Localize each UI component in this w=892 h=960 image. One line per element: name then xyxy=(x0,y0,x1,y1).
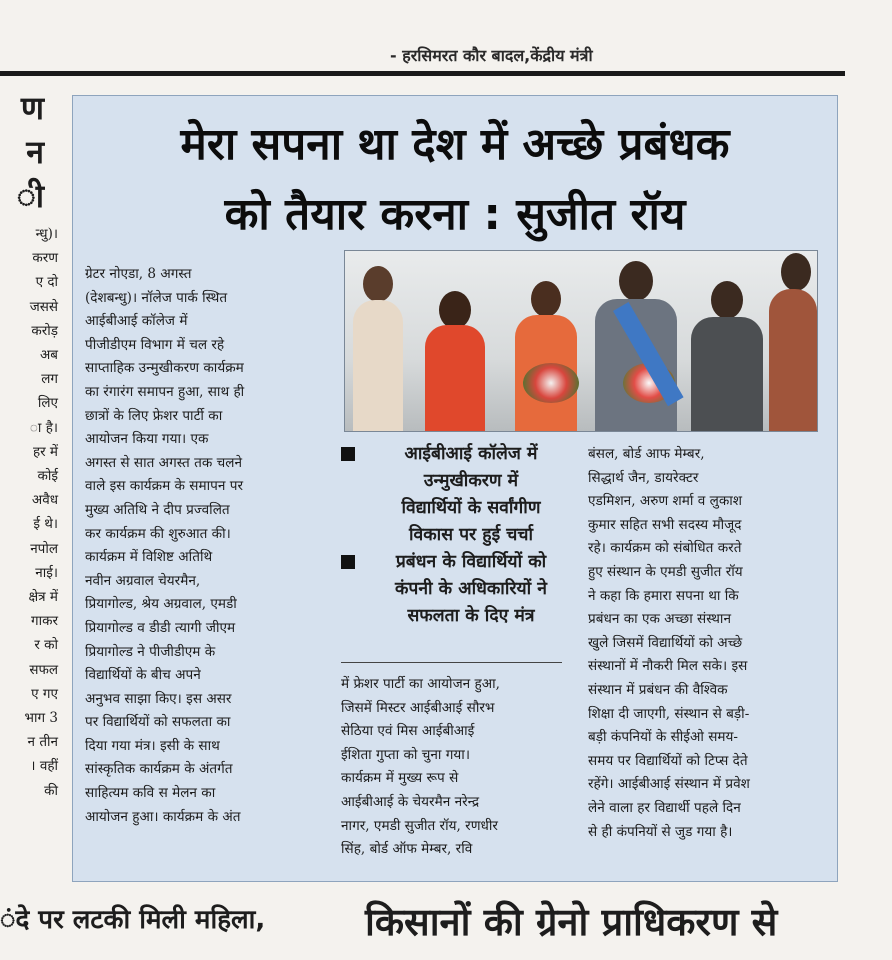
article-text-line: बड़ी कंपनियों के सीईओ समय- xyxy=(588,729,738,746)
subhead-line: उन्मुखीकरण में xyxy=(423,471,519,491)
article-text-line: साप्ताहिक उन्मुखीकरण कार्यक्रम xyxy=(85,360,244,377)
left-text-fragment: लिए xyxy=(37,395,58,412)
article-text-line: समय पर विद्यार्थियों को टिप्स देते xyxy=(588,752,748,769)
subhead-line: सफलता के दिए मंत्र xyxy=(407,606,535,626)
article-text-line: आईबीआई के चेयरमैन नरेन्द्र xyxy=(341,793,480,810)
square-bullet-icon xyxy=(341,447,355,461)
article-text-line: कुमार सहित सभी सदस्य मौजूद xyxy=(588,516,742,533)
left-text-fragment: हर में xyxy=(32,443,58,460)
left-text-fragment: जससे xyxy=(29,298,58,315)
article-text-line: दिया गया मंत्र। इसी के साथ xyxy=(85,737,220,754)
left-text-fragment: अब xyxy=(39,347,58,364)
article-text-line: प्रबंधन का एक अच्छा संस्थान xyxy=(588,611,731,628)
left-text-fragment: गाकर xyxy=(31,613,58,630)
article-text-line: ने कहा कि हमारा सपना था कि xyxy=(588,587,739,604)
article-text-line: हुए संस्थान के एमडी सुजीत रॉय xyxy=(588,563,743,580)
adjacent-headline-right: किसानों की ग्रेनो प्राधिकरण से xyxy=(365,900,778,944)
article-text-line: छात्रों के लिए फ्रेशर पार्टी का xyxy=(85,407,223,424)
article-text-line: अनुभव साझा किए। इस असर xyxy=(85,690,232,707)
article-text-line: वाले इस कार्यक्रम के समापन पर xyxy=(85,478,244,495)
left-text-fragment: ई थे। xyxy=(33,516,58,533)
left-text-fragment: ए गए xyxy=(31,685,58,702)
left-text-fragment: कोई xyxy=(37,468,58,485)
top-rule xyxy=(0,71,845,76)
left-text-fragment: नपोल xyxy=(30,540,58,557)
article-text-line: कार्यक्रम में विशिष्ट अतिथि xyxy=(85,549,213,566)
attribution-line: - हरसिमरत कौर बादल,केंद्रीय मंत्री xyxy=(390,46,593,65)
article-text-line: कार्यक्रम में मुख्य रूप से xyxy=(341,770,459,787)
left-adjacent-column xyxy=(0,86,62,856)
subhead-item xyxy=(341,441,581,549)
article-text-line: सेठिया एवं मिस आईबीआई xyxy=(341,723,475,740)
left-headline-fragments xyxy=(0,86,62,218)
article-headline xyxy=(73,110,837,250)
left-text-fragment: न्धु)। xyxy=(35,226,58,242)
article-text-line: नवीन अग्रवाल चेयरमैन, xyxy=(85,572,201,589)
article-text-line: प्रियागोल्ड ने पीजीडीएम के xyxy=(85,643,216,660)
article-text-line: सिंह, बोर्ड ऑफ मेम्बर, रवि xyxy=(341,841,473,858)
article-text-line: (देशबन्धु)। नॉलेज पार्क स्थित xyxy=(85,289,228,306)
article-text-line: जिसमें मिस्टर आईबीआई सौरभ xyxy=(341,699,495,716)
article-text-line: कर कार्यक्रम की शुरुआत की। xyxy=(85,525,231,542)
article-text-line: से ही कंपनियों से जुड गया है। xyxy=(588,823,733,840)
left-text-fragment: न तीन xyxy=(27,734,58,751)
headline-line-1: मेरा सपना था देश में अच्छे प्रबंधक xyxy=(180,119,730,170)
left-text-fragment: र को xyxy=(34,637,58,654)
article-text-line: पर विद्यार्थियों को सफलता का xyxy=(85,714,231,731)
article-text-line: नागर, एमडी सुजीत रॉय, रणधीर xyxy=(341,817,498,834)
square-bullet-icon xyxy=(341,555,355,569)
left-text-fragment: सफल xyxy=(29,661,58,678)
left-text-fragment: की xyxy=(44,782,58,799)
subhead-line: प्रबंधन के विद्यार्थियों को xyxy=(395,552,547,572)
article-text-line: रहेंगे। आईबीआई संस्थान में प्रवेश xyxy=(588,776,750,793)
headline-line-2: को तैयार करना : सुजीत रॉय xyxy=(224,189,686,240)
article-text-line: प्रियागोल्ड व डीडी त्यागी जीएम xyxy=(85,619,236,636)
article-text-line: का रंगारंग समापन हुआ, साथ ही xyxy=(85,383,245,400)
left-text-fragment: भाग 3 xyxy=(24,710,58,727)
left-headline-fragment: ण xyxy=(20,89,44,127)
left-headline-fragment: ी xyxy=(16,177,44,215)
article-text-line: लेने वाला हर विद्यार्थी पहले दिन xyxy=(588,799,741,816)
left-text-fragment: क्षेत्र में xyxy=(28,589,58,606)
left-text-fragment: । वहीं xyxy=(30,758,58,775)
subhead-divider xyxy=(341,662,562,663)
article-text-line: एडमिशन, अरुण शर्मा व लुकाश xyxy=(588,493,743,510)
left-headline-fragment: न xyxy=(26,133,44,171)
article-column-2 xyxy=(341,673,577,862)
left-text-fragment: ा है। xyxy=(29,419,58,436)
article-text-line: ईशिता गुप्ता को चुना गया। xyxy=(341,746,470,763)
news-article xyxy=(72,95,838,882)
article-text-line: आईबीआई कॉलेज में xyxy=(85,313,188,330)
subhead-item xyxy=(341,549,581,630)
left-text-fragment: अवैध xyxy=(31,492,58,509)
left-text-fragment: नाई। xyxy=(35,564,58,581)
article-subheads xyxy=(341,441,581,659)
article-text-line: शिक्षा दी जाएगी, संस्थान से बड़ी- xyxy=(588,705,750,722)
article-column-3 xyxy=(588,443,824,844)
article-column-1 xyxy=(85,263,311,873)
article-text-line: अगस्त से सात अगस्त तक चलने xyxy=(85,454,242,471)
article-text-line: संस्थान में प्रबंधन की वैश्विक xyxy=(588,681,728,698)
article-text-line: बंसल, बोर्ड आफ मेम्बर, xyxy=(588,446,705,462)
article-text-line: प्रियागोल्ड, श्रेय अग्रवाल, एमडी xyxy=(85,596,237,613)
article-text-line: साहित्यम कवि स मेलन का xyxy=(85,785,216,802)
subhead-line: विद्यार्थियों के सर्वांगीण xyxy=(401,498,541,518)
subhead-line: कंपनी के अधिकारियों ने xyxy=(394,579,548,599)
left-text-fragment: लग xyxy=(41,371,58,388)
article-text-line: ग्रेटर नोएडा, 8 अगस्त xyxy=(85,266,192,282)
subhead-line: विकास पर हुई चर्चा xyxy=(408,525,534,545)
subhead-line: आईबीआई कॉलेज में xyxy=(404,444,538,464)
article-text-line: रहे। कार्यक्रम को संबोधित करते xyxy=(588,540,742,557)
article-text-line: सिद्धार्थ जैन, डायरेक्टर xyxy=(588,469,699,486)
left-text-fragment: करोड़ xyxy=(31,322,58,339)
left-text-fragments xyxy=(0,222,62,803)
event-photo xyxy=(344,250,818,432)
article-text-line: आयोजन हुआ। कार्यक्रम के अंत xyxy=(85,808,241,825)
article-text-line: संस्थानों में नौकरी मिल सके। इस xyxy=(588,658,748,675)
article-text-line: में फ्रेशर पार्टी का आयोजन हुआ, xyxy=(341,676,500,692)
left-text-fragment: करण xyxy=(32,250,58,267)
left-text-fragment: ए दो xyxy=(35,274,58,291)
article-text-line: खुले जिसमें विद्यार्थियों को अच्छे xyxy=(588,634,743,651)
article-text-line: आयोजन किया गया। एक xyxy=(85,431,209,448)
article-text-line: विद्यार्थियों के बीच अपने xyxy=(85,667,201,684)
article-text-line: पीजीडीएम विभाग में चल रहे xyxy=(85,336,225,353)
adjacent-headline-left: ंदे पर लटकी मिली महिला, xyxy=(0,905,266,935)
article-text-line: मुख्य अतिथि ने दीप प्रज्वलित xyxy=(85,501,230,518)
article-text-line: सांस्कृतिक कार्यक्रम के अंतर्गत xyxy=(85,761,233,778)
